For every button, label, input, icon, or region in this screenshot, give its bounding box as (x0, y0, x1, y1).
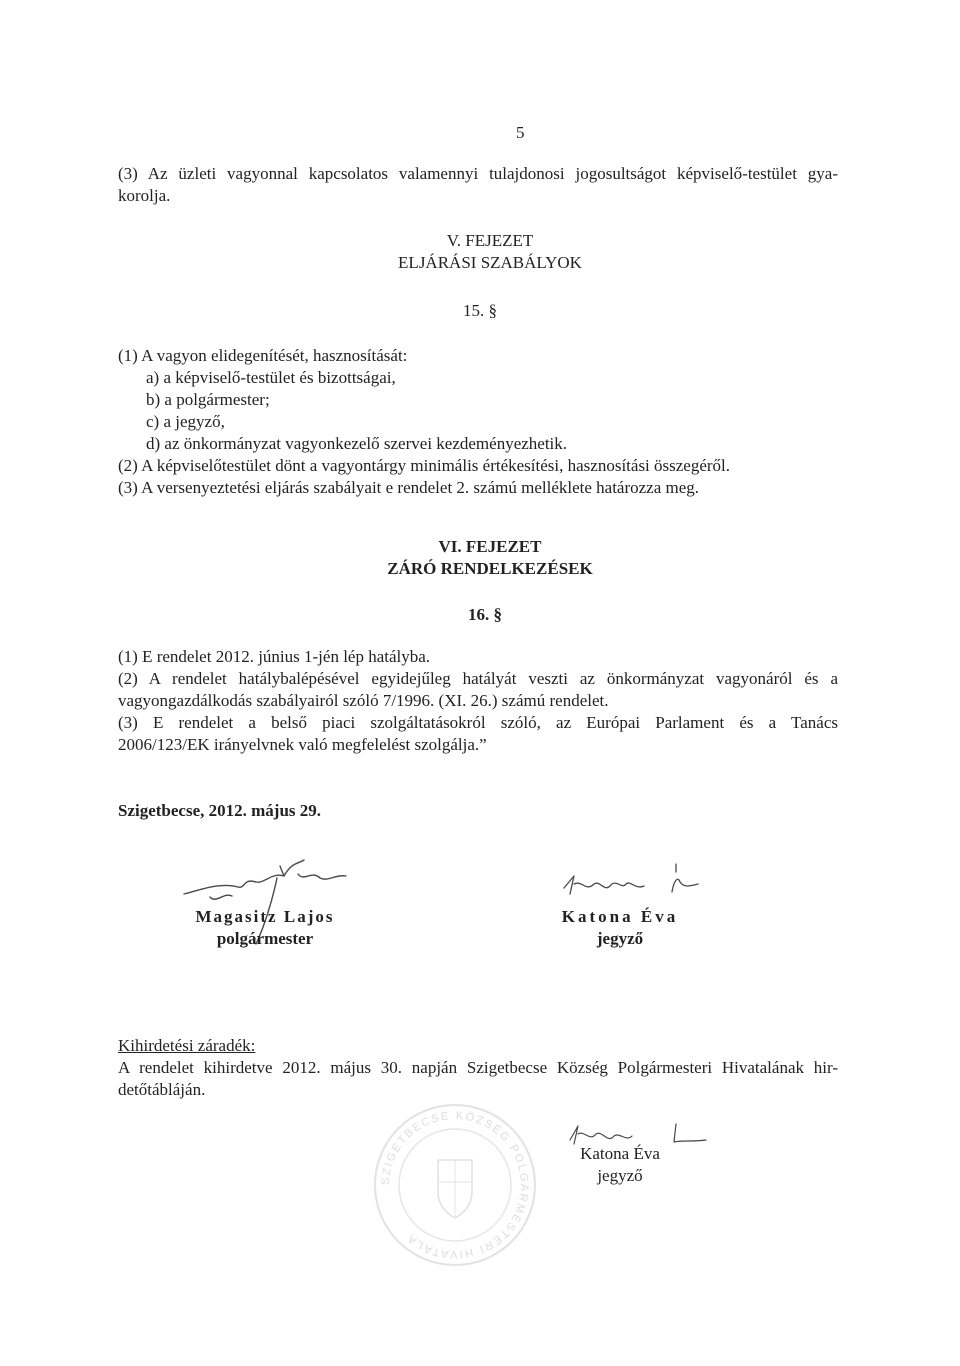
section-15-heading: 15. § (463, 301, 497, 320)
notary-name: Katona Éva (561, 907, 679, 926)
notary-title: jegyző (596, 929, 644, 948)
s15-item-c: c) a jegyző, (146, 412, 225, 431)
mayor-name: Magasitz Lajos (195, 907, 335, 926)
s16-para-3-line-2: 2006/123/EK irányelvnek való megfelelést szolgálja.” (118, 735, 487, 754)
chapter-v-number: V. FEJEZET (446, 231, 534, 250)
mayor-title: polgármester (216, 929, 314, 948)
chapter-vi-title: ZÁRÓ RENDELKEZÉSEK (387, 559, 593, 578)
promulgation-heading: Kihirdetési záradék: (118, 1036, 256, 1055)
page-number: 5 (516, 123, 525, 142)
chapter-vi-number: VI. FEJEZET (438, 537, 542, 556)
s15-item-a: a) a képviselő-testület és bizottságai, (146, 368, 396, 387)
s15-para-1-intro: (1) A vagyon elidegenítését, hasznosítását: (118, 346, 408, 365)
svg-text:SZIGETBECSE KÖZSÉG POLGÁRMESTE: SZIGETBECSE KÖZSÉG POLGÁRMESTERI HIVATALA (379, 1109, 531, 1261)
s16-para-3-line-1: (3) E rendelet a belső piaci szolgáltatásokról szóló, az Európai Parlament és a Tanács (118, 713, 838, 732)
s16-para-1: (1) E rendelet 2012. június 1-jén lép hatályba. (118, 647, 431, 666)
chapter-v-title: ELJÁRÁSI SZABÁLYOK (398, 253, 582, 272)
para-3-line-1: (3) Az üzleti vagyonnal kapcsolatos valamennyi tulajdonosi jogosultságot képviselő-testület gya- (118, 164, 838, 183)
promulgation-signatory-title: jegyző (597, 1166, 643, 1185)
promulgation-signatory-name: Katona Éva (580, 1144, 660, 1163)
promulgation-line-1: A rendelet kihirdetve 2012. május 30. napján Szigetbecse Község Polgármesteri Hivatalának hir- (118, 1058, 838, 1077)
s15-para-2: (2) A képviselőtestület dönt a vagyontárgy minimális értékesítési, hasznosítási összegéről. (118, 456, 731, 475)
promulgation-line-2: detőtábláján. (118, 1080, 206, 1099)
official-seal-image (370, 1100, 540, 1270)
place-date: Szigetbecse, 2012. május 29. (118, 801, 322, 820)
s15-item-d: d) az önkormányzat vagyonkezelő szervei kezdeményezhetik. (146, 434, 568, 453)
section-16-heading: 16. § (468, 605, 502, 624)
notary-signature-image (560, 858, 710, 908)
s16-para-2-line-2: vagyongazdálkodás szabályairól szóló 7/1996. (XI. 26.) számú rendelet. (118, 691, 609, 710)
para-3-line-2: korolja. (118, 186, 171, 205)
s16-para-2-line-1: (2) A rendelet hatálybalépésével egyidejűleg hatályát veszti az önkormányzat vagyonáról és a (118, 669, 838, 688)
s15-item-b: b) a polgármester; (146, 390, 270, 409)
s15-para-3: (3) A versenyeztetési eljárás szabályait e rendelet 2. számú melléklete határozza meg. (118, 478, 700, 497)
